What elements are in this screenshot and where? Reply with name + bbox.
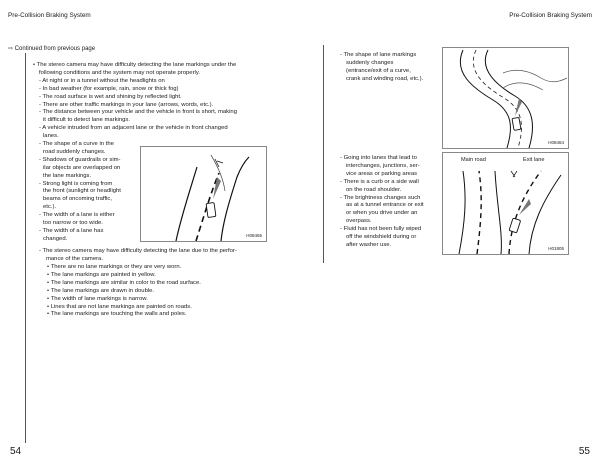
- condition-item-cont: etc.).: [43, 204, 57, 211]
- main-road-label: Main road: [461, 157, 486, 163]
- right-page-number: 55: [578, 446, 590, 457]
- winding-road-figure: [442, 47, 569, 149]
- right-bottom-text: [340, 155, 440, 250]
- list-item: • Lines that are not lane markings are painted on roads.: [47, 303, 192, 310]
- condition-item-cont: overpass.: [346, 218, 372, 225]
- condition-item: - At night or in a tunnel without the headlights on: [39, 77, 165, 84]
- condition-item: - Going into lanes that lead to: [340, 155, 417, 161]
- condition-item: - There are other traffic markings in your lane (arrows, words, etc.).: [39, 101, 214, 108]
- winding-road-illustration: [443, 48, 568, 148]
- condition-item: - The road surface is wet and shining by reflected light.: [39, 93, 182, 100]
- condition-item: - The width of a lane has: [39, 227, 104, 234]
- condition-item: - A vehicle intruded from an adjacent lane or the vehicle in front changed: [39, 125, 228, 132]
- condition-item-cont: changed.: [43, 235, 68, 242]
- performance-line-1: - The stereo camera may have difficulty detecting the lane due to the perfor-: [39, 248, 237, 254]
- condition-item-cont: (entrance/exit of a curve,: [346, 67, 411, 74]
- curve-figure: [140, 146, 267, 242]
- condition-item-cont: vice areas or parking areas: [346, 170, 418, 177]
- condition-item-cont: interchanges, junctions, ser-: [346, 162, 420, 169]
- figure-id: H01805: [548, 246, 564, 251]
- condition-item: - Shadows of guardrails or sim-: [39, 156, 121, 163]
- condition-item: - There is a curb or a side wall: [340, 178, 419, 185]
- left-running-header: Pre-Collision Braking System: [8, 12, 91, 19]
- condition-item-cont: it difficult to detect lane markings.: [43, 117, 130, 124]
- condition-item-cont: on the road shoulder.: [346, 186, 402, 193]
- condition-item-cont: off the windshield during or: [346, 234, 417, 241]
- figure-id: H08465: [246, 233, 262, 238]
- condition-item-cont: road suddenly changes.: [43, 148, 106, 155]
- list-item: • The lane markings are painted in yellow.: [47, 271, 156, 278]
- left-column-text: [33, 62, 237, 141]
- condition-item: - Strong light is coming from: [39, 180, 113, 187]
- intro-line-1: • The stereo camera may have difficulty detecting the lane markings under the: [33, 62, 237, 68]
- condition-item-cont: after washer use.: [346, 241, 392, 248]
- condition-item: - The shape of lane markings: [340, 52, 417, 58]
- lane-marking-list: [47, 264, 201, 319]
- intro-line-2: following conditions and the system may not operate properly.: [39, 69, 200, 76]
- condition-item-cont: lanes.: [43, 133, 59, 140]
- exit-lane-illustration: [443, 153, 568, 254]
- condition-item-cont: the lane markings.: [43, 172, 92, 179]
- condition-item-cont: the front (sunlight or headlight: [43, 188, 121, 195]
- right-content-rule: [323, 45, 324, 263]
- left-narrow-text: [39, 141, 121, 244]
- right-top-text: [340, 52, 440, 84]
- condition-item: - The distance between your vehicle and the vehicle in front is short, making: [39, 109, 237, 116]
- performance-line-2: mance of the camera.: [46, 255, 103, 262]
- condition-item-cont: too narrow or too wide.: [43, 220, 103, 227]
- condition-item-cont: crank and winding road, etc.).: [346, 75, 424, 82]
- condition-item-cont: ilar objects are overlapped on: [43, 164, 121, 171]
- exit-lane-label: Exit lane: [523, 157, 545, 163]
- list-item: • The lane markings are touching the walls and poles.: [47, 311, 187, 318]
- list-item: • The width of lane markings is narrow.: [47, 295, 148, 302]
- condition-item: - Fluid has not been fully wiped: [340, 226, 422, 233]
- list-item: • There are no lane markings or they are very worn.: [47, 264, 182, 270]
- condition-item: - The shape of a curve in the: [39, 141, 114, 147]
- condition-item-cont: or when you drive under an: [346, 210, 418, 217]
- right-running-header: Pre-Collision Braking System: [509, 12, 592, 19]
- performance-text: [39, 248, 237, 264]
- condition-item: - In bad weather (for example, rain, snow or thick fog): [39, 85, 179, 92]
- condition-item: - The brightness changes such: [340, 194, 421, 201]
- list-item: • The lane markings are similar in color to the road surface.: [47, 279, 201, 286]
- exit-lane-figure: [442, 152, 569, 255]
- condition-item-cont: suddenly changes: [346, 59, 394, 66]
- curve-road-illustration: [141, 147, 266, 241]
- condition-item: - The width of a lane is either: [39, 212, 115, 219]
- continued-note: ⇨ Continued from previous page: [8, 46, 96, 52]
- list-item: • The lane markings are drawn in double.: [47, 287, 155, 294]
- condition-item-cont: beams of oncoming traffic,: [43, 196, 112, 203]
- left-page-number: 54: [10, 446, 22, 457]
- figure-id: H08464: [548, 140, 564, 145]
- condition-item-cont: as at a tunnel entrance or exit: [346, 202, 424, 209]
